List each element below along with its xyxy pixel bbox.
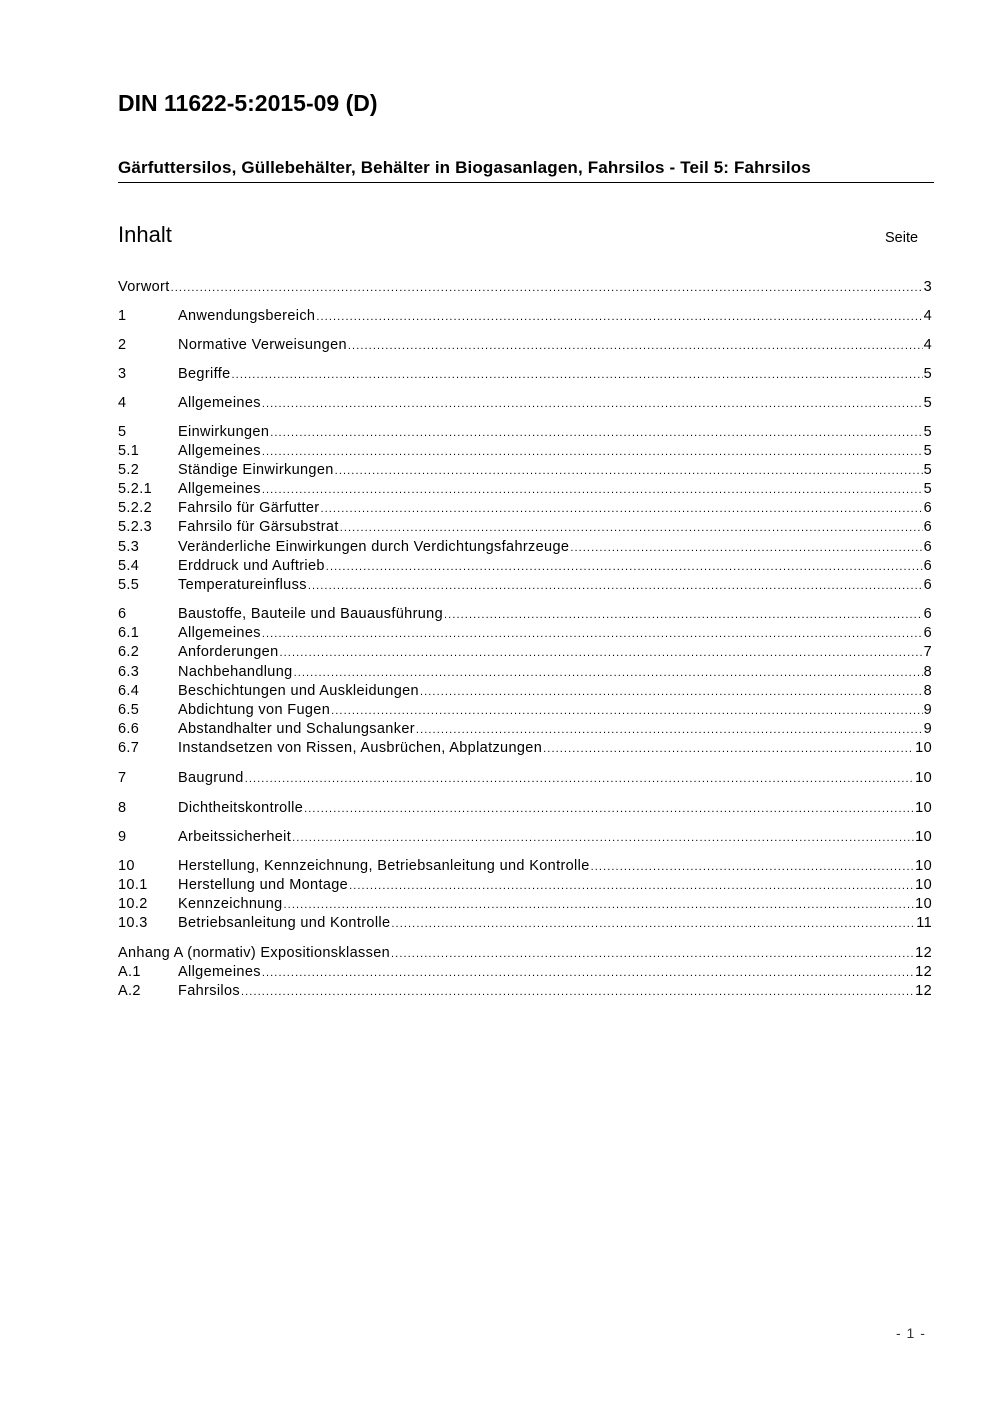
toc-entry-page: 5 [923, 443, 932, 459]
toc-entry-label: Herstellung, Kennzeichnung, Betriebsanleitung und Kontrolle [178, 858, 590, 874]
toc-dot-leader [335, 462, 923, 481]
toc-entry-label: Allgemeines [178, 395, 261, 411]
toc-entry[interactable] [118, 423, 932, 442]
toc-entry[interactable] [118, 480, 932, 499]
toc-dot-leader [270, 424, 922, 443]
toc-entry-number: 6.6 [118, 721, 140, 737]
toc-entry[interactable] [118, 663, 932, 682]
toc-entry-page: 4 [923, 337, 932, 353]
toc-entry[interactable] [118, 307, 932, 326]
toc-entry[interactable] [118, 643, 932, 662]
toc-entry-page: 5 [923, 481, 932, 497]
toc-entry-number: 5.2 [118, 462, 140, 478]
toc-entry-number: 6.7 [118, 740, 140, 756]
toc-entry-page: 11 [916, 915, 932, 931]
toc-dot-leader [262, 964, 914, 983]
toc-entry-label: Baustoffe, Bauteile und Bauausführung [178, 606, 444, 622]
toc-entry-page: 3 [923, 279, 932, 295]
toc-entry-label: Nachbehandlung [178, 664, 293, 680]
toc-entry-number: A.2 [118, 983, 141, 999]
toc-entry-number: 10 [118, 858, 135, 874]
toc-entry[interactable] [118, 895, 932, 914]
toc-entry-page: 8 [923, 664, 932, 680]
toc-entry-number: 5.1 [118, 443, 140, 459]
toc-entry-page: 10 [915, 770, 932, 786]
toc-entry[interactable] [118, 799, 932, 818]
toc-entry[interactable] [118, 739, 932, 758]
toc-entry-number: 9 [118, 829, 127, 845]
toc-entry-label: Allgemeines [178, 625, 261, 641]
toc-entry[interactable] [118, 557, 932, 576]
toc-entry-label: Einwirkungen [178, 424, 270, 440]
toc-entry[interactable] [118, 963, 932, 982]
toc-dot-leader [391, 945, 914, 964]
toc-dot-leader [340, 519, 923, 538]
toc-entry-page: 6 [923, 606, 932, 622]
toc-entry-label: Anforderungen [178, 644, 279, 660]
toc-entry-number: 10.2 [118, 896, 148, 912]
toc-entry-number: 4 [118, 395, 127, 411]
toc-entry-label: Instandsetzen von Rissen, Ausbrüchen, Abplatzungen [178, 740, 543, 756]
title-divider [118, 182, 934, 183]
toc-entry-number: 6.5 [118, 702, 140, 718]
toc-entry-page: 7 [923, 644, 932, 660]
toc-entry-page: 12 [915, 964, 932, 980]
toc-entry-number: 7 [118, 770, 127, 786]
toc-entry-page: 6 [923, 577, 932, 593]
toc-entry-number: 6.4 [118, 683, 140, 699]
toc-entry-label: Dichtheitskontrolle [178, 800, 304, 816]
toc-entry-number: 5.4 [118, 558, 140, 574]
toc-dot-leader [262, 443, 923, 462]
toc-dot-leader [416, 721, 923, 740]
toc-entry-label: Allgemeines [178, 964, 261, 980]
toc-entry-number: 10.3 [118, 915, 148, 931]
toc-entry[interactable] [118, 982, 932, 1001]
toc-entry-label: Allgemeines [178, 481, 261, 497]
toc-entry-page: 5 [923, 424, 932, 440]
toc-heading: Inhalt [118, 222, 172, 247]
toc-entry-number: 6.2 [118, 644, 140, 660]
toc-entry[interactable] [118, 499, 932, 518]
toc-entry[interactable] [118, 624, 932, 643]
toc-dot-leader [284, 896, 915, 915]
toc-dot-leader [245, 770, 914, 789]
toc-entry-number: 1 [118, 308, 127, 324]
toc-entry-page: 10 [915, 877, 932, 893]
toc-entry-label: Beschichtungen und Auskleidungen [178, 683, 419, 699]
toc-dot-leader [349, 877, 914, 896]
toc-entry-label: Betriebsanleitung und Kontrolle [178, 915, 391, 931]
toc-entry-page: 8 [923, 683, 932, 699]
toc-entry-label: Vorwort [118, 279, 170, 295]
toc-entry-page: 6 [923, 558, 932, 574]
toc-entry-page: 10 [915, 829, 932, 845]
toc-entry-number: 5 [118, 424, 127, 440]
toc-entry-page: 5 [923, 366, 932, 382]
toc-entry-label: Anhang A (normativ) Expositionsklassen [118, 945, 391, 961]
toc-dot-leader [331, 702, 922, 721]
toc-entry-number: 8 [118, 800, 127, 816]
toc-entry-label: Fahrsilo für Gärfutter [178, 500, 320, 516]
toc-entry-label: Kennzeichnung [178, 896, 283, 912]
toc-entry[interactable] [118, 538, 932, 557]
toc-entry-page: 5 [923, 395, 932, 411]
toc-entry-page: 12 [915, 945, 932, 961]
toc-entry-page: 12 [915, 983, 932, 999]
toc-dot-leader [280, 644, 923, 663]
document-title: Gärfuttersilos, Güllebehälter, Behälter in Biogasanlagen, Fahrsilos - Teil 5: Fahrsilos [118, 158, 811, 177]
page-column-label: Seite [885, 230, 919, 246]
page-number-footer: - 1 - [896, 1325, 926, 1341]
toc-dot-leader [308, 577, 923, 596]
toc-entry-label: Arbeitssicherheit [178, 829, 292, 845]
toc-entry-page: 4 [923, 308, 932, 324]
toc-entry[interactable] [118, 682, 932, 701]
toc-entry[interactable] [118, 518, 932, 537]
toc-entry-label: Abdichtung von Fugen [178, 702, 331, 718]
toc-entry-number: 5.5 [118, 577, 140, 593]
toc-entry-number: 3 [118, 366, 127, 382]
toc-entry[interactable] [118, 701, 932, 720]
toc-entry-number: 5.2.2 [118, 500, 152, 516]
toc-entry-number: 10.1 [118, 877, 148, 893]
toc-entry-label: Normative Verweisungen [178, 337, 347, 353]
toc-dot-leader [241, 983, 914, 1002]
toc-dot-leader [591, 858, 915, 877]
toc-dot-leader [543, 740, 914, 759]
toc-dot-leader [391, 915, 915, 934]
toc-entry-page: 10 [915, 858, 932, 874]
toc-entry-label: Anwendungsbereich [178, 308, 316, 324]
toc-entry-page: 6 [923, 625, 932, 641]
toc-entry[interactable] [118, 336, 932, 355]
toc-entry[interactable] [118, 461, 932, 480]
toc-entry[interactable] [118, 394, 932, 413]
toc-entry-number: 5.3 [118, 539, 140, 555]
toc-entry-number: 2 [118, 337, 127, 353]
toc-entry-label: Veränderliche Einwirkungen durch Verdichtungsfahrzeuge [178, 539, 570, 555]
toc-entry[interactable] [118, 605, 932, 624]
toc-entry-number: 6 [118, 606, 127, 622]
toc-entry[interactable] [118, 576, 932, 595]
toc-entry-page: 6 [923, 500, 932, 516]
toc-entry-label: Allgemeines [178, 443, 261, 459]
toc-dot-leader [320, 500, 922, 519]
toc-dot-leader [292, 829, 914, 848]
toc-entry-label: Fahrsilo für Gärsubstrat [178, 519, 339, 535]
toc-entry[interactable] [118, 365, 932, 384]
toc-entry-label: Abstandhalter und Schalungsanker [178, 721, 415, 737]
toc-dot-leader [444, 606, 923, 625]
toc-entry[interactable] [118, 442, 932, 461]
toc-entry-number: A.1 [118, 964, 141, 980]
toc-entry-label: Temperatureinfluss [178, 577, 307, 593]
toc-entry-page: 10 [915, 800, 932, 816]
toc-dot-leader [294, 664, 923, 683]
toc-entry-page: 6 [923, 539, 932, 555]
toc-entry-label: Begriffe [178, 366, 231, 382]
toc-entry-label: Erddruck und Auftrieb [178, 558, 325, 574]
toc-dot-leader [348, 337, 923, 356]
toc-dot-leader [326, 558, 923, 577]
toc-entry-label: Ständige Einwirkungen [178, 462, 334, 478]
toc-dot-leader [304, 800, 914, 819]
toc-entry[interactable] [118, 857, 932, 876]
toc-entry-number: 6.1 [118, 625, 140, 641]
toc-entry[interactable] [118, 828, 932, 847]
toc-entry-number: 5.2.3 [118, 519, 152, 535]
toc-entry-label: Baugrund [178, 770, 244, 786]
toc-entry[interactable] [118, 944, 932, 963]
toc-entry-number: 5.2.1 [118, 481, 152, 497]
toc-dot-leader [420, 683, 923, 702]
toc-entry[interactable] [118, 720, 932, 739]
toc-dot-leader [570, 539, 922, 558]
toc-entry[interactable] [118, 769, 932, 788]
toc-entry[interactable] [118, 914, 932, 933]
toc-entry-label: Herstellung und Montage [178, 877, 349, 893]
toc-entry-number: 6.3 [118, 664, 140, 680]
toc-dot-leader [262, 395, 923, 414]
toc-entry-page: 10 [915, 896, 932, 912]
toc-dot-leader [262, 625, 923, 644]
toc-entry[interactable] [118, 278, 932, 297]
toc-dot-leader [232, 366, 923, 385]
toc-entry[interactable] [118, 876, 932, 895]
toc-dot-leader [171, 279, 923, 298]
toc-entry-page: 9 [923, 702, 932, 718]
toc-dot-leader [316, 308, 922, 327]
toc-entry-page: 6 [923, 519, 932, 535]
toc-dot-leader [262, 481, 923, 500]
document-id: DIN 11622-5:2015-09 (D) [118, 90, 378, 116]
toc-entry-label: Fahrsilos [178, 983, 240, 999]
toc-entry-page: 9 [923, 721, 932, 737]
toc-entry-page: 5 [923, 462, 932, 478]
toc-entry-page: 10 [915, 740, 932, 756]
